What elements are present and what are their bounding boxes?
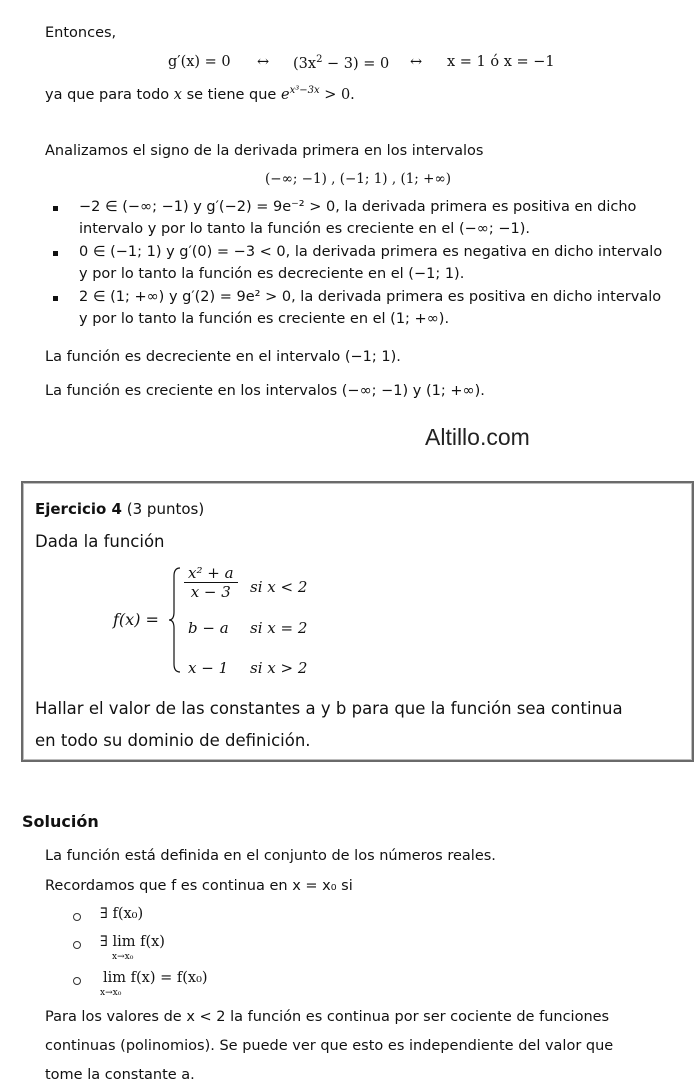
piecewise-brace bbox=[168, 566, 182, 674]
circle-bullet-1 bbox=[73, 913, 81, 921]
creciente-text: La función es creciente en los intervalos (−∞; −1) y (1; +∞). bbox=[45, 383, 485, 399]
bullet-2 bbox=[53, 251, 58, 256]
para-line-2: continuas (polinomios). Se puede ver que esto es independiente del valor que bbox=[45, 1038, 614, 1054]
case-1-condition: si x < 2 bbox=[250, 578, 308, 596]
arrow-2: ↔ bbox=[410, 54, 423, 70]
equation-solutions: x = 1 ó x = −1 bbox=[447, 54, 555, 70]
case-2-expression: b − a bbox=[188, 619, 229, 637]
hallar-line-1: Hallar el valor de las constantes a y b para que la función sea continua bbox=[35, 699, 623, 718]
analizamos-text: Analizamos el signo de la derivada primera en los intervalos bbox=[45, 143, 484, 159]
bullet-1-line-2: intervalo y por lo tanto la función es creciente en el (−∞; −1). bbox=[79, 221, 530, 237]
case-1-fraction bbox=[184, 564, 238, 601]
ya-que-b: se tiene que bbox=[181, 86, 281, 103]
exercise-title-bold: Ejercicio 4 bbox=[35, 500, 122, 518]
ya-que-c: > 0. bbox=[319, 86, 355, 103]
solution-s1: La función está definida en el conjunto de los números reales. bbox=[45, 848, 496, 864]
condition-3 bbox=[103, 970, 208, 986]
intro-text: Entonces, bbox=[45, 25, 117, 41]
c3-post: f(x) = f(x₀) bbox=[130, 970, 208, 986]
eq-b-end: − 3) = 0 bbox=[322, 55, 390, 72]
bullet-3 bbox=[53, 296, 58, 301]
bullet-1 bbox=[53, 206, 58, 211]
fx-label: f(x) = bbox=[113, 610, 159, 629]
c2-post: f(x) bbox=[140, 934, 165, 950]
ya-que-line bbox=[45, 85, 355, 103]
solution-heading: Solución bbox=[22, 812, 99, 831]
eq-a: g′(x) = 0 bbox=[168, 54, 231, 70]
equation-g-prime bbox=[168, 54, 231, 70]
bullet-3-line-2: y por lo tanto la función es creciente en el (1; +∞). bbox=[79, 311, 450, 327]
intervals: (−∞; −1) , (−1; 1) , (1; +∞) bbox=[265, 171, 451, 187]
dada-text: Dada la función bbox=[35, 532, 165, 551]
hallar-line-2: en todo su dominio de definición. bbox=[35, 731, 311, 750]
circle-bullet-2 bbox=[73, 941, 81, 949]
exercise-title-rest: (3 puntos) bbox=[122, 500, 205, 518]
equation-poly bbox=[293, 54, 389, 72]
c3-pre: lim bbox=[103, 970, 127, 986]
para-line-3: tome la constante a. bbox=[45, 1067, 195, 1083]
exercise-title bbox=[35, 500, 204, 518]
condition-2 bbox=[100, 934, 165, 950]
bullet-2-line-1: 0 ∈ (−1; 1) y g′(0) = −3 < 0, la derivada primera es negativa en dicho intervalo bbox=[79, 244, 663, 260]
eq-b: (3x bbox=[293, 55, 317, 72]
case-3-condition: si x > 2 bbox=[250, 659, 308, 677]
condition-1: ∃ f(x₀) bbox=[100, 906, 144, 922]
watermark-logo: Altillo.com bbox=[425, 424, 530, 450]
eq-b-sup: 2 bbox=[316, 54, 323, 65]
case-2-condition: si x = 2 bbox=[250, 619, 308, 637]
bullet-2-line-2: y por lo tanto la función es decreciente en el (−1; 1). bbox=[79, 266, 465, 282]
solution-s2: Recordamos que f es continua en x = x₀ si bbox=[45, 878, 353, 894]
ya-que-x: x bbox=[173, 86, 182, 103]
ya-que-e: e bbox=[280, 86, 290, 103]
para-line-1: Para los valores de x < 2 la función es continua por ser cociente de funciones bbox=[45, 1009, 610, 1025]
circle-bullet-3 bbox=[73, 977, 81, 985]
ya-que-a: ya que para todo bbox=[45, 86, 174, 103]
bullet-1-line-1: −2 ∈ (−∞; −1) y g′(−2) = 9e⁻² > 0, la derivada primera es positiva en dicho bbox=[79, 199, 637, 215]
ya-que-exp: x³−3x bbox=[289, 85, 320, 96]
decreciente-text: La función es decreciente en el intervalo (−1; 1). bbox=[45, 349, 401, 365]
c2-pre: ∃ lim bbox=[100, 934, 136, 950]
fraction-denominator: x − 3 bbox=[190, 583, 231, 601]
case-3-expression: x − 1 bbox=[188, 659, 229, 677]
bullet-3-line-1: 2 ∈ (1; +∞) y g′(2) = 9e² > 0, la derivada primera es positiva en dicho intervalo bbox=[79, 289, 662, 305]
arrow-1: ↔ bbox=[257, 54, 270, 70]
c2-subscript: x→x₀ bbox=[112, 952, 134, 962]
c3-subscript: x→x₀ bbox=[100, 988, 122, 998]
fraction-numerator: x² + a bbox=[184, 564, 238, 583]
